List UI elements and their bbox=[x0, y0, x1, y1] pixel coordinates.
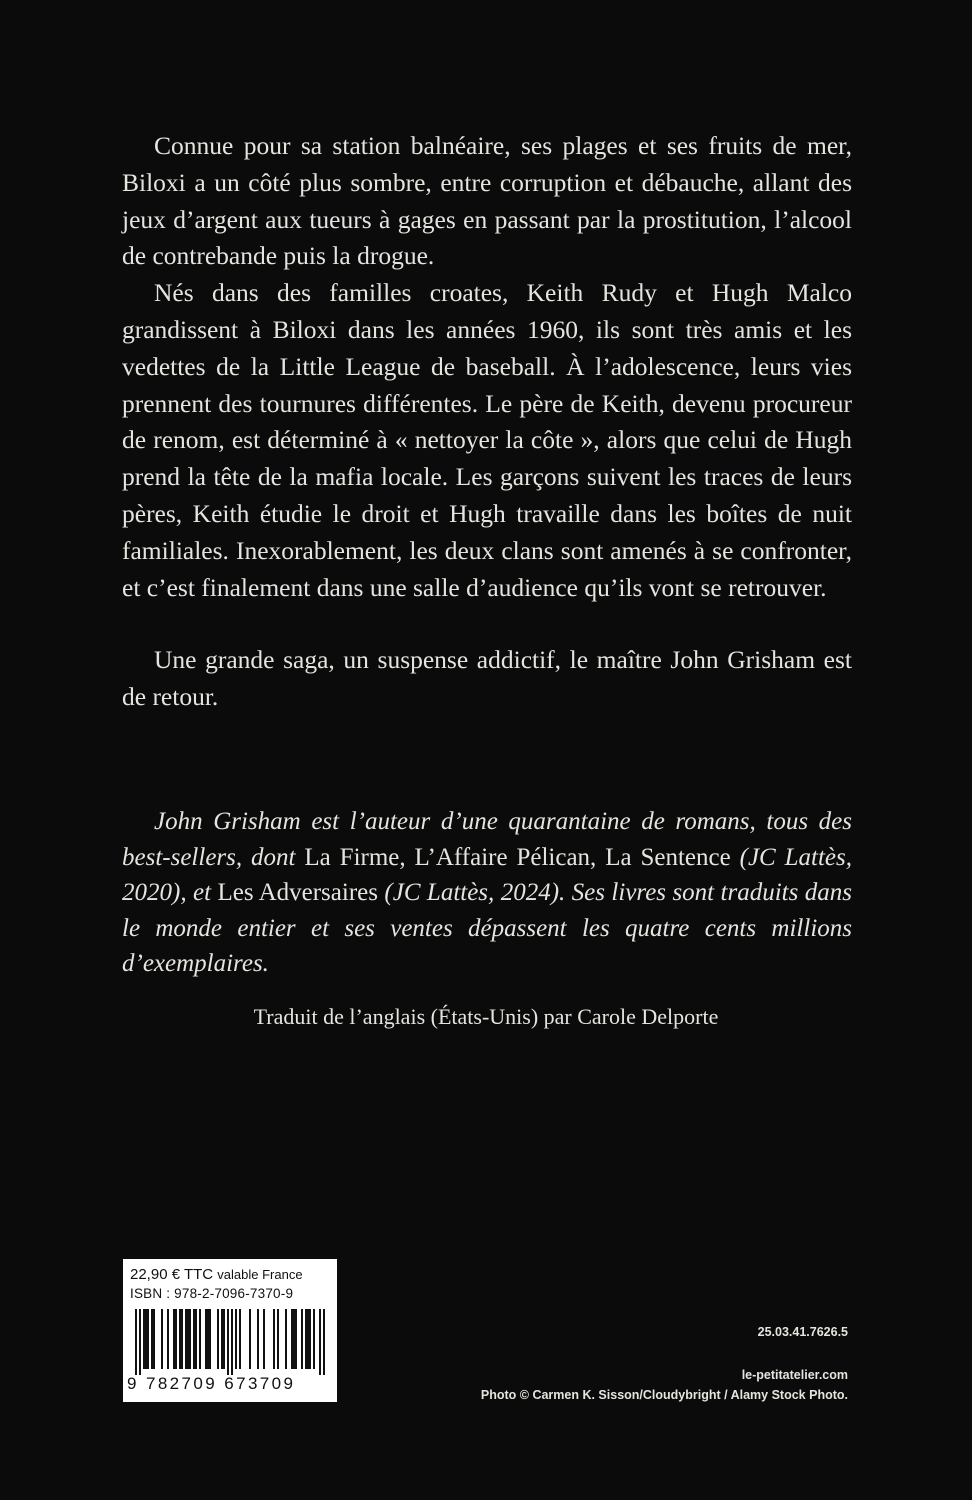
barcode-bar bbox=[207, 1309, 209, 1369]
barcode-bar bbox=[167, 1309, 169, 1369]
translator-credit: Traduit de l’anglais (États-Unis) par Carole Delporte bbox=[253, 1004, 719, 1029]
author-bio-text-1: John Grisham est l’auteur d’une quarantaine de romans, tous des best-sellers, dont bbox=[122, 808, 852, 871]
isbn: ISBN : 978-2-7096-7370-9 bbox=[130, 1286, 294, 1301]
barcode-bar bbox=[273, 1309, 275, 1369]
barcode-bar bbox=[285, 1309, 287, 1369]
barcode-bar bbox=[147, 1309, 149, 1369]
barcode-bar bbox=[139, 1309, 141, 1375]
barcode-bar bbox=[153, 1309, 155, 1369]
author-bio-text-2: (JC Lattès, 2020), et bbox=[122, 843, 852, 906]
barcode-bar bbox=[181, 1309, 183, 1369]
barcode-bar bbox=[195, 1309, 197, 1369]
barcode-box bbox=[123, 1259, 337, 1402]
barcode-bar bbox=[185, 1309, 187, 1369]
price: 22,90 € TTC bbox=[130, 1266, 214, 1283]
synopsis-paragraph-3: Une grande saga, un suspense addictif, le maître John Grisham est de retour. bbox=[122, 645, 852, 712]
barcode-bar bbox=[293, 1309, 295, 1369]
barcode-bar bbox=[257, 1309, 259, 1369]
barcode-bar bbox=[249, 1309, 251, 1369]
barcode-bar bbox=[307, 1309, 309, 1369]
author-bio-text-3: (JC Lattès, 2024). Ses livres sont traduits dans le monde entier et ses ventes dépassent les quatre cents millions d’exemplaires. bbox=[122, 879, 852, 977]
barcode-bar bbox=[179, 1309, 181, 1369]
barcode-bar bbox=[323, 1309, 325, 1375]
synopsis-paragraph-1: Connue pour sa station balnéaire, ses plages et ses fruits de mer, Biloxi a un côté plus sombre, entre corruption et débauche, allant des jeux d’argent aux tueurs à gages en passant par la prostitution, l’alcool de contrebande puis la drogue. bbox=[122, 131, 852, 271]
barcode-bar bbox=[277, 1309, 279, 1369]
barcode-bar bbox=[305, 1309, 307, 1369]
barcode-bar bbox=[175, 1309, 177, 1369]
barcode-bar bbox=[187, 1309, 189, 1369]
barcode-digits: 9 782709 673709 bbox=[127, 1374, 296, 1393]
barcode-bar bbox=[291, 1309, 293, 1369]
barcode-bar bbox=[227, 1309, 229, 1375]
price-line bbox=[130, 1266, 303, 1283]
synopsis-paragraph-2: Nés dans des familles croates, Keith Rudy et Hugh Malco grandissent à Biloxi dans les années 1960, ils sont très amis et les vedettes de la Little League de baseball. À l’adolescence, leurs vies prennent des tournures différentes. Le père de Keith, devenu procureur de renom, est déterminé à « nettoyer la côte », alors que celui de Hugh prend la tête de la mafia locale. Les garçons suivent les traces de leurs pères, Keith étudie le droit et Hugh travaille dans les boîtes de nuit familiales. Inexorablement, les deux clans sont amenés à se confronter, et c’est finalement dans une salle d’audience qu’ils vont se retrouver. bbox=[122, 278, 852, 602]
barcode-bar bbox=[235, 1309, 237, 1369]
barcode-bar bbox=[161, 1309, 163, 1369]
barcode-bar bbox=[209, 1309, 211, 1369]
synopsis bbox=[122, 128, 852, 716]
barcode-bar bbox=[173, 1309, 175, 1369]
barcode-bar bbox=[231, 1309, 233, 1375]
barcode-bar bbox=[309, 1309, 311, 1369]
barcode-bar bbox=[143, 1309, 145, 1369]
barcode-bar bbox=[193, 1309, 195, 1369]
barcode-bar bbox=[145, 1309, 147, 1369]
author-bio bbox=[122, 804, 852, 982]
barcode-image bbox=[135, 1309, 325, 1375]
publisher-website: le-petitatelier.com bbox=[741, 1368, 848, 1382]
barcode-bar bbox=[151, 1309, 153, 1369]
barcode-bar bbox=[263, 1309, 265, 1369]
author-bio-book-titles: La Firme, L’Affaire Pélican, La Sentence bbox=[304, 843, 731, 871]
barcode-bar bbox=[313, 1309, 315, 1369]
product-code: 25.03.41.7626.5 bbox=[757, 1325, 848, 1339]
barcode-bar bbox=[301, 1309, 303, 1369]
barcode-bar bbox=[239, 1309, 241, 1369]
barcode-bar bbox=[199, 1309, 201, 1369]
barcode-bar bbox=[223, 1309, 225, 1369]
barcode-bar bbox=[189, 1309, 191, 1369]
author-bio-book-title-2: Les Adversaires bbox=[217, 879, 378, 906]
barcode-bar bbox=[295, 1309, 297, 1369]
barcode-bar bbox=[135, 1309, 137, 1375]
barcode-bar bbox=[217, 1309, 219, 1369]
barcode-bar bbox=[221, 1309, 223, 1369]
price-validity: valable France bbox=[217, 1267, 303, 1282]
barcode-bar bbox=[319, 1309, 321, 1375]
barcode-bar bbox=[205, 1309, 207, 1369]
photo-credit: Photo © Carmen K. Sisson/Cloudybright / Alamy Stock Photo. bbox=[480, 1388, 848, 1402]
